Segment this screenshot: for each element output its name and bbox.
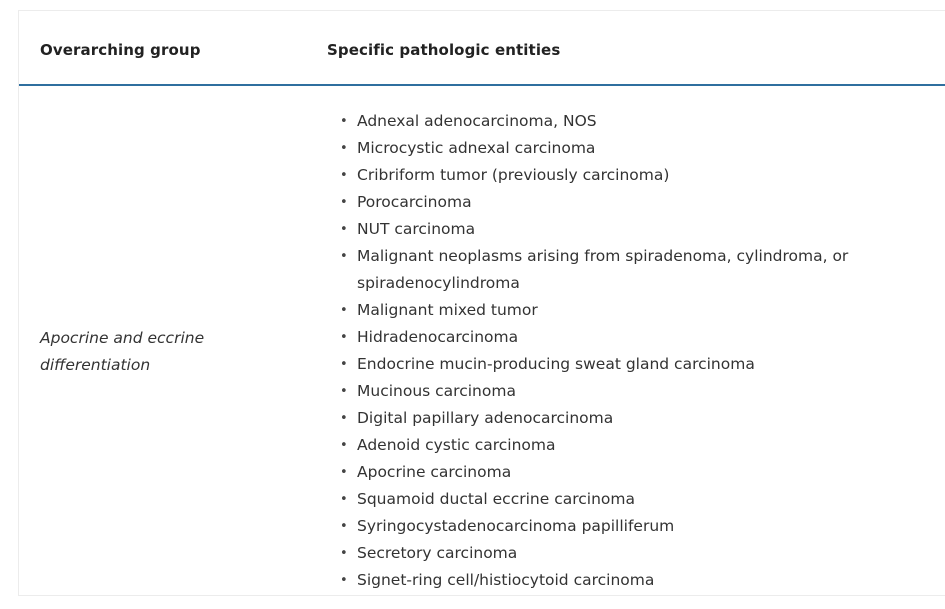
entity-label: Malignant neoplasms arising from spiradenoma, cylindroma, or spiradenocylindroma [357,247,849,292]
entity-label: Microcystic adnexal carcinoma [357,139,596,157]
entity-label: Hidradenocarcinoma [357,328,519,346]
entity-list [338,108,898,594]
entity-label: Apocrine carcinoma [357,463,512,481]
entity-label: Squamoid ductal eccrine carcinoma [357,490,635,508]
column-header-specific-entities: Specific pathologic entities [327,41,561,59]
bullet-icon: • [340,546,348,561]
list-item [338,351,898,378]
entity-label: Digital papillary adenocarcinoma [357,409,614,427]
list-item [338,135,898,162]
entity-label: Mucinous carcinoma [357,382,516,400]
bullet-icon: • [340,519,348,534]
list-item [338,162,898,189]
list-item [338,432,898,459]
list-item [338,297,898,324]
bullet-icon: • [340,330,348,345]
list-item [338,405,898,432]
entity-label: Endocrine mucin-producing sweat gland carcinoma [357,355,755,373]
list-item [338,189,898,216]
entity-label: Signet-ring cell/histiocytoid carcinoma [357,571,655,589]
bullet-icon: • [340,465,348,480]
bullet-icon: • [340,438,348,453]
entity-label: Secretory carcinoma [357,544,518,562]
entity-label: Adnexal adenocarcinoma, NOS [357,112,597,130]
list-item [338,459,898,486]
list-item [338,108,898,135]
pathology-table [18,10,945,596]
bullet-icon: • [340,411,348,426]
list-item [338,378,898,405]
column-header-overarching-group: Overarching group [40,41,201,59]
entity-label: Syringocystadenocarcinoma papilliferum [357,517,675,535]
bullet-icon: • [340,195,348,210]
list-item [338,243,898,297]
list-item [338,567,898,594]
bullet-icon: • [340,303,348,318]
entity-label: NUT carcinoma [357,220,476,238]
bullet-icon: • [340,384,348,399]
bullet-icon: • [340,249,348,264]
bullet-icon: • [340,357,348,372]
group-cell: Apocrine and eccrine differentiation [40,329,205,374]
entity-label: Porocarcinoma [357,193,472,211]
list-item [338,540,898,567]
table-header-row [19,11,945,86]
bullet-icon: • [340,141,348,156]
list-item [338,324,898,351]
bullet-icon: • [340,222,348,237]
bullet-icon: • [340,114,348,129]
list-item [338,216,898,243]
bullet-icon: • [340,573,348,588]
entity-label: Malignant mixed tumor [357,301,538,319]
list-item [338,486,898,513]
bullet-icon: • [340,168,348,183]
list-item [338,513,898,540]
entity-label: Adenoid cystic carcinoma [357,436,556,454]
bullet-icon: • [340,492,348,507]
entity-label: Cribriform tumor (previously carcinoma) [357,166,670,184]
